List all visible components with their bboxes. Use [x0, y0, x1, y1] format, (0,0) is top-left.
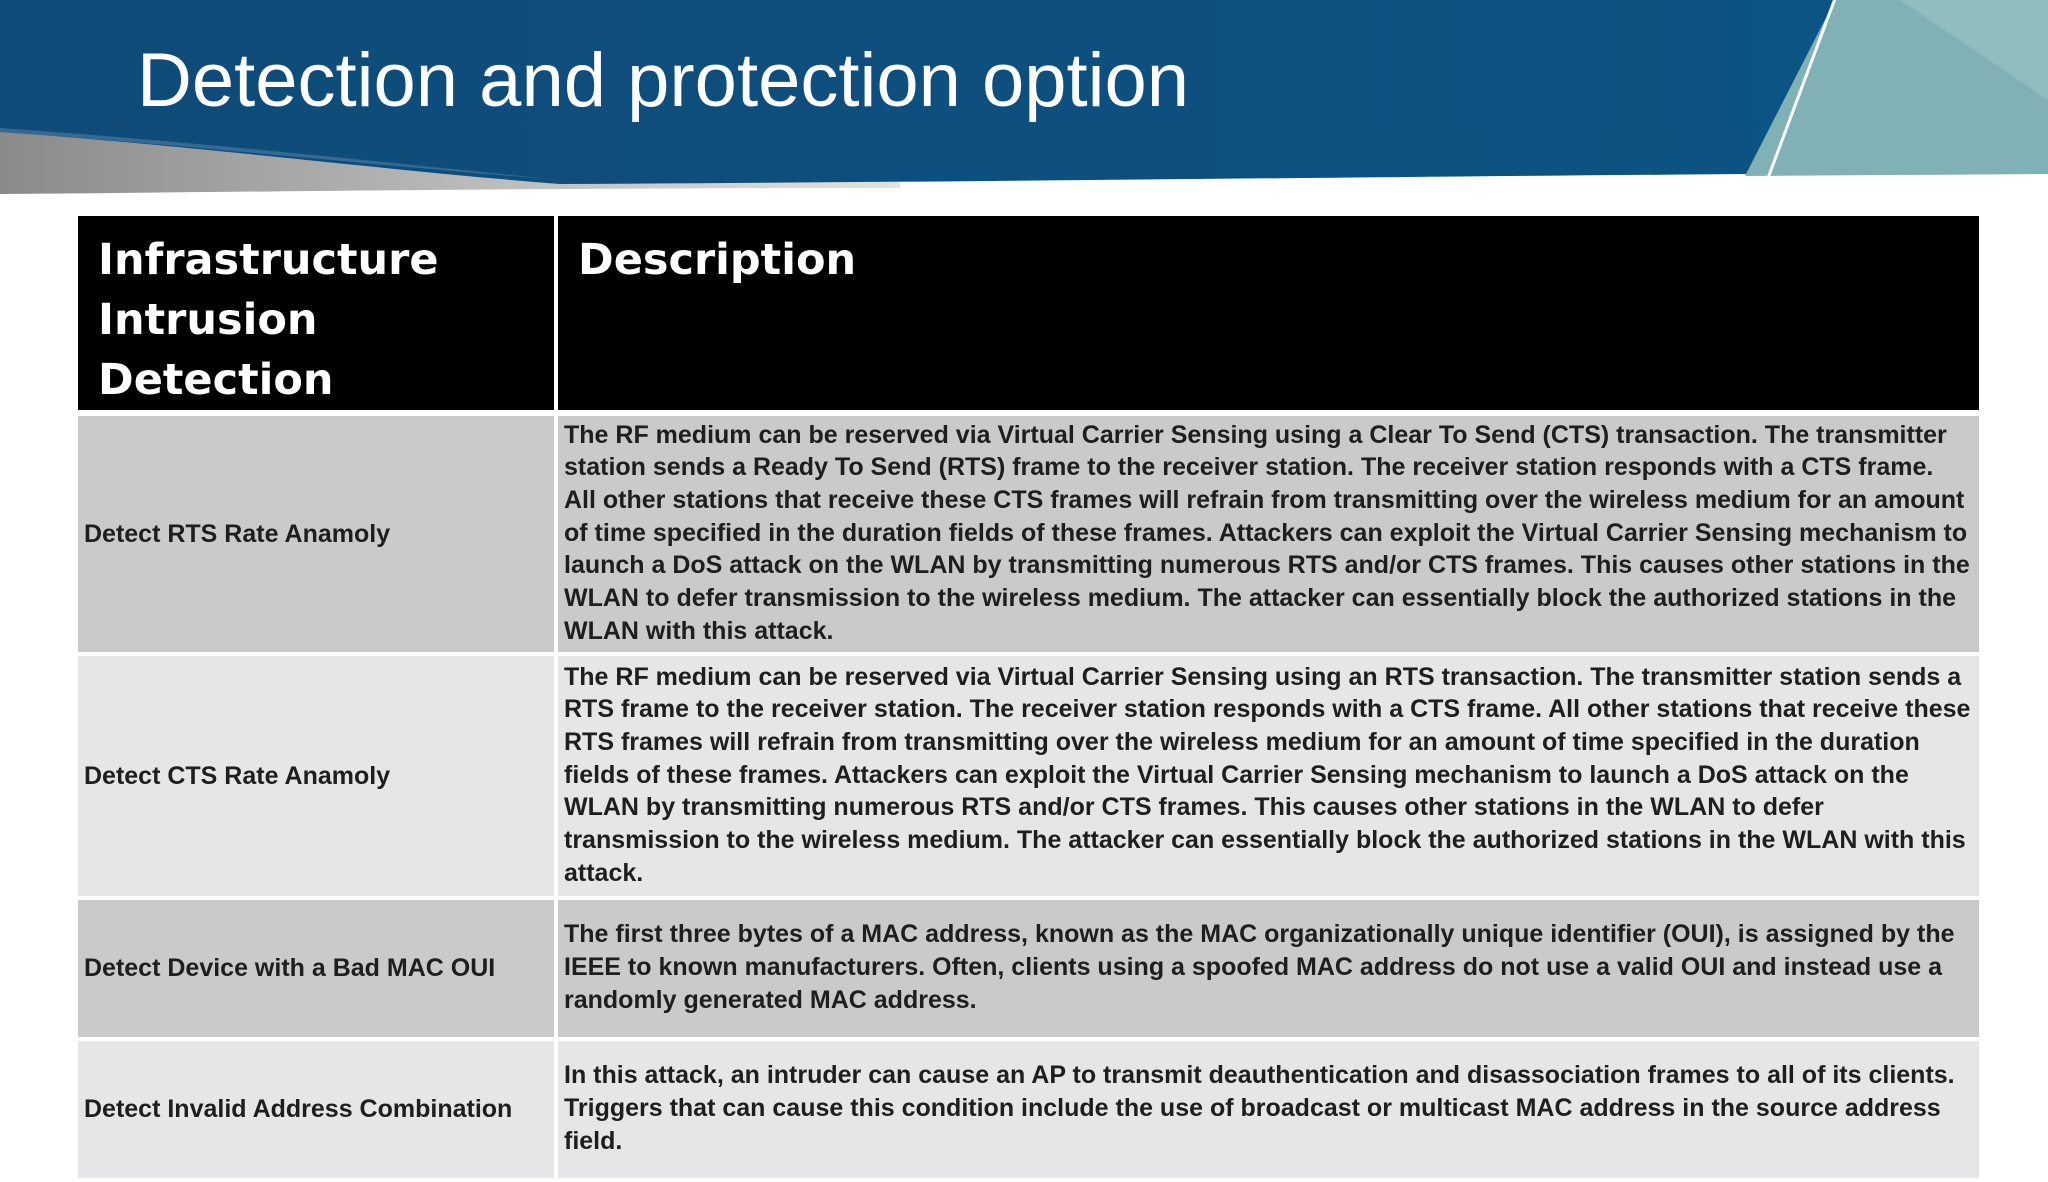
- table-header-row: [78, 216, 1979, 416]
- header-col1-line1: Infrastructure: [98, 235, 439, 285]
- row-name-cell: Detect CTS Rate Anamoly: [78, 656, 558, 900]
- slide-title: Detection and protection option: [137, 38, 1190, 123]
- table-row: [78, 656, 1979, 900]
- detection-table: [78, 216, 1979, 1182]
- table-row: [78, 416, 1979, 656]
- header-col1-line2: Intrusion Detection: [98, 295, 334, 405]
- row-name-cell: Detect Invalid Address Combination: [78, 1041, 558, 1182]
- row-description-cell: The first three bytes of a MAC address, known as the MAC organizationally unique identifier (OUI), is assigned by the IEEE to known manufacturers. Often, clients using a spoofed MAC address do not use a valid OUI and instead use a randomly generated MAC address.: [558, 900, 1979, 1041]
- row-description-cell: The RF medium can be reserved via Virtual Carrier Sensing using an RTS transaction. The transmitter station sends a RTS frame to the receiver station. The receiver station responds with a CTS frame. All other stations that receive these RTS frames will refrain from transmitting over the wireless medium for an amount of time specified in the duration fields of these frames. Attackers can exploit the Virtual Carrier Sensing mechanism to launch a DoS attack on the WLAN by transmitting numerous RTS and/or CTS frames. This causes other stations in the WLAN to defer transmission to the wireless medium. The attacker can essentially block the authorized stations in the WLAN with this attack.: [558, 656, 1979, 900]
- row-name-cell: Detect RTS Rate Anamoly: [78, 416, 558, 656]
- row-description-cell: The RF medium can be reserved via Virtual Carrier Sensing using a Clear To Send (CTS) transaction. The transmitter station sends a Ready To Send (RTS) frame to the receiver station. The receiver station responds with a CTS frame. All other stations that receive these CTS frames will refrain from transmitting over the wireless medium for an amount of time specified in the duration fields of these frames. Attackers can exploit the Virtual Carrier Sensing mechanism to launch a DoS attack on the WLAN by transmitting numerous RTS and/or CTS frames. This causes other stations in the WLAN to defer transmission to the wireless medium. The attacker can essentially block the authorized stations in the WLAN with this attack.: [558, 416, 1979, 656]
- header-infrastructure-intrusion-detection: [78, 216, 558, 416]
- row-description-cell: In this attack, an intruder can cause an AP to transmit deauthentication and disassociation frames to all of its clients. Triggers that can cause this condition include the use of broadcast or multicast MAC address in the source address field.: [558, 1041, 1979, 1182]
- table-row: [78, 900, 1979, 1041]
- detection-table-container: [78, 216, 1979, 1182]
- header-description: Description: [558, 216, 1979, 416]
- table-row: [78, 1041, 1979, 1182]
- row-name-cell: Detect Device with a Bad MAC OUI: [78, 900, 558, 1041]
